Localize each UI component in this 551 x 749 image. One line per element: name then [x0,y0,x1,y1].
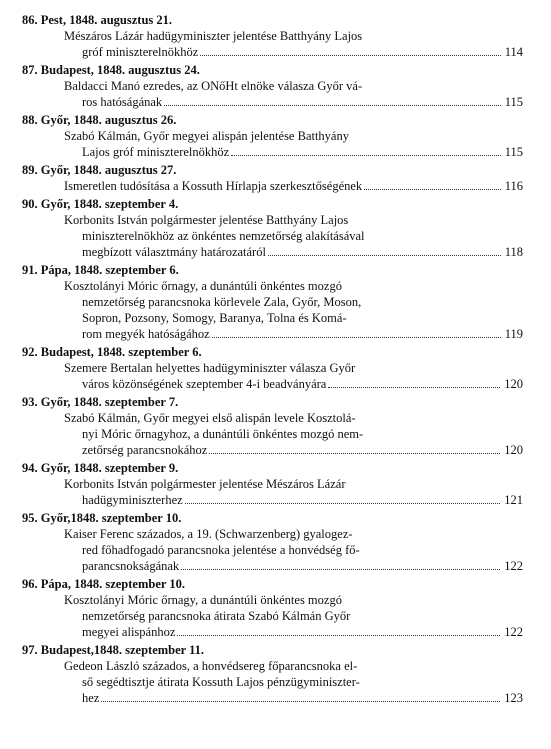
description-line: Kosztolányi Móric őrnagy, a dunántúli önkéntes mozgó [64,279,342,293]
entry-heading: 94. Győr, 1848. szeptember 9. [22,461,179,475]
description-line: ső segédtisztje átirata Kossuth Lajos pénzügyminiszter- [82,675,360,689]
entry-heading: 86. Pest, 1848. augusztus 21. [22,13,173,27]
toc-entry [22,576,523,640]
description-line: hez [82,691,100,705]
entry-heading: 97. Budapest,1848. szeptember 11. [22,643,205,657]
dot-leader [185,503,501,504]
entry-description [22,178,523,194]
description-last-line [64,442,523,458]
description-last-line [64,44,523,60]
page-number: 115 [504,145,523,159]
entry-heading: 87. Budapest, 1848. augusztus 24. [22,63,200,77]
description-line: parancsnokságának [82,559,180,573]
entry-description [22,592,523,640]
entry-heading: 93. Győr, 1848. szeptember 7. [22,395,179,409]
page-number: 123 [504,691,523,705]
page-number: 122 [504,625,523,639]
description-line: Baldacci Manó ezredes, az ONőHt elnöke válasza Győr vá- [64,79,363,93]
description-line: gróf miniszterelnökhöz [82,45,199,59]
dot-leader [268,255,501,256]
description-last-line [64,624,523,640]
entry-description [22,278,523,342]
entry-description [22,128,523,160]
entry-description [22,526,523,574]
page-number: 120 [504,377,523,391]
entry-heading: 91. Pápa, 1848. szeptember 6. [22,263,179,277]
page-number: 116 [504,179,523,193]
description-line: red főhadfogadó parancsnoka jelentése a honvédség fő- [82,543,360,557]
dot-leader [200,55,500,56]
entry-description [22,410,523,458]
toc-list [22,12,523,706]
description-last-line [64,94,523,110]
entry-description [22,360,523,392]
description-line: megbízott választmány határozatáról [82,245,266,259]
page-number: 114 [504,45,523,59]
entry-description [22,28,523,60]
entry-description [22,212,523,260]
page-number: 120 [504,443,523,457]
description-last-line [64,376,523,392]
toc-entry [22,12,523,60]
page-number: 118 [504,245,523,259]
dot-leader [101,701,500,702]
page-number: 119 [504,327,523,341]
entry-description [22,78,523,110]
description-line: rom megyék hatóságához [82,327,210,341]
description-last-line [64,178,523,194]
description-line: nemzetőrség parancsnoka körlevele Zala, Győr, Moson, [82,295,362,309]
entry-heading: 90. Győr, 1848. szeptember 4. [22,197,179,211]
description-line: miniszterelnökhöz az önkéntes nemzetőrség alakításával [82,229,365,243]
description-line: Korbonits István polgármester jelentése Batthyány Lajos [64,213,349,227]
description-line: nyi Móric őrnagyhoz, a dunántúli önkéntes mozgó nem- [82,427,364,441]
dot-leader [181,569,500,570]
description-line: Sopron, Pozsony, Somogy, Baranya, Tolna és Komá- [82,311,347,325]
toc-entry [22,162,523,194]
dot-leader [231,155,501,156]
page-number: 115 [504,95,523,109]
toc-entry [22,112,523,160]
page-number: 121 [504,493,523,507]
description-line: hadügyminiszterhez [82,493,183,507]
description-line: Szemere Bertalan helyettes hadügyminiszter válasza Győr [64,361,356,375]
description-last-line [64,492,523,508]
description-line: Lajos gróf miniszterelnökhöz [82,145,230,159]
description-line: város közönségének szeptember 4-i beadványára [82,377,327,391]
description-line: Kosztolányi Móric őrnagy, a dunántúli önkéntes mozgó [64,593,342,607]
entry-heading: 95. Győr,1848. szeptember 10. [22,511,182,525]
toc-entry [22,344,523,392]
description-last-line [64,690,523,706]
toc-entry [22,460,523,508]
toc-entry [22,394,523,458]
page-number: 122 [504,559,523,573]
description-line: Szabó Kálmán, Győr megyei alispán jelentése Batthyány [64,129,349,143]
description-last-line [64,244,523,260]
description-line: Gedeon László százados, a honvédsereg főparancsnoka el- [64,659,358,673]
dot-leader [209,453,500,454]
description-line: nemzetőrség parancsnoka átirata Szabó Kálmán Győr [82,609,351,623]
entry-description [22,658,523,706]
entry-heading: 92. Budapest, 1848. szeptember 6. [22,345,202,359]
description-last-line [64,558,523,574]
description-line: megyei alispánhoz [82,625,176,639]
entry-heading: 96. Pápa, 1848. szeptember 10. [22,577,185,591]
entry-heading: 89. Győr, 1848. augusztus 27. [22,163,177,177]
dot-leader [212,337,501,338]
dot-leader [364,189,501,190]
dot-leader [164,105,501,106]
description-last-line [64,144,523,160]
description-last-line [64,326,523,342]
description-line: zetőrség parancsnokához [82,443,208,457]
toc-entry [22,642,523,706]
entry-heading: 88. Győr, 1848. augusztus 26. [22,113,177,127]
dot-leader [328,387,500,388]
description-line: Ismeretlen tudósítása a Kossuth Hírlapja szerkesztőségének [64,179,363,193]
description-line: ros hatóságának [82,95,163,109]
toc-entry [22,196,523,260]
toc-entry [22,510,523,574]
dot-leader [177,635,500,636]
description-line: Mészáros Lázár hadügyminiszter jelentése Batthyány Lajos [64,29,363,43]
description-line: Szabó Kálmán, Győr megyei első alispán levele Kosztolá- [64,411,356,425]
description-line: Kaiser Ferenc százados, a 19. (Schwarzenberg) gyalogez- [64,527,353,541]
toc-entry [22,262,523,342]
entry-description [22,476,523,508]
toc-entry [22,62,523,110]
description-line: Korbonits István polgármester jelentése Mészáros Lázár [64,477,346,491]
